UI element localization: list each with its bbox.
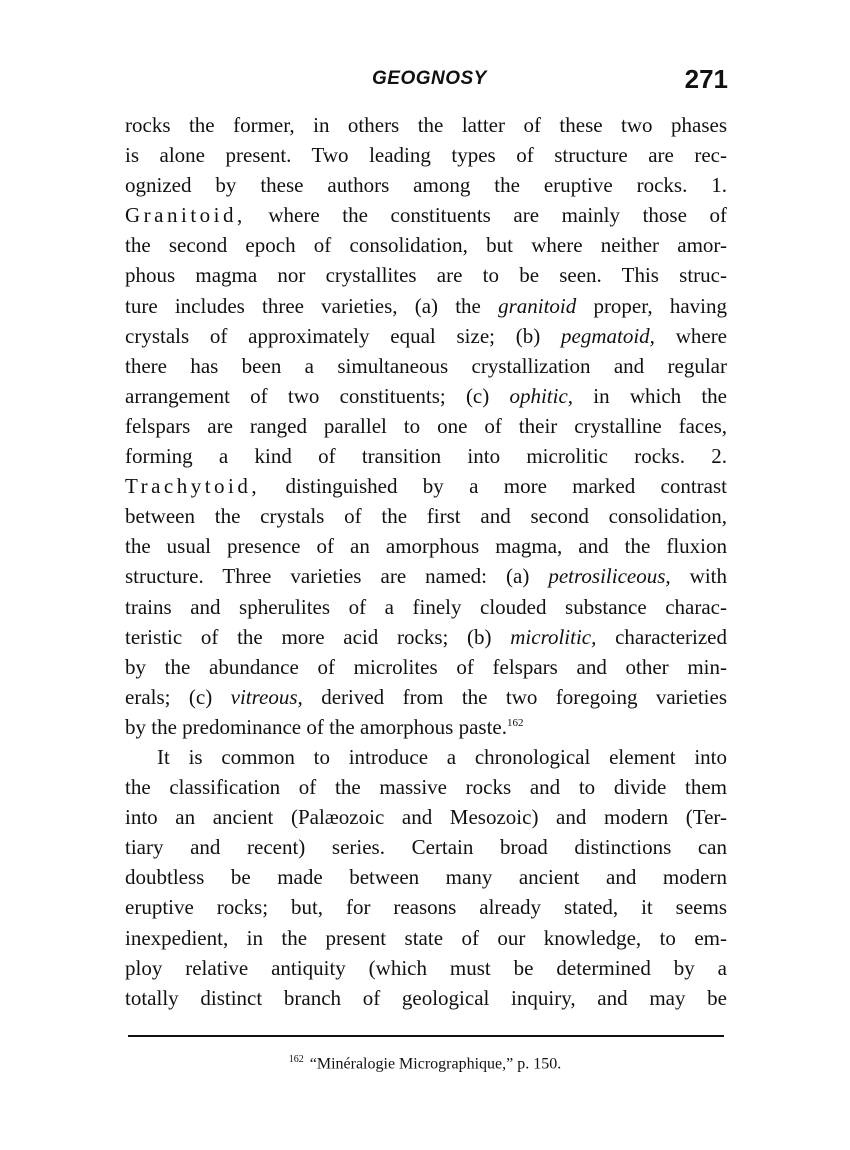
text-segment: with [689,564,728,589]
text-segment: erals; (c) [125,684,213,709]
text-line: the classification of the massive rocks and to divide them [125,775,727,800]
text-line [125,682,727,712]
text-segment: where [675,323,728,348]
footnote-text: “Minéralogie Micrographique,” p. 150. [309,1055,562,1073]
text-segment: distinguished by a more marked contrast [285,474,728,499]
trachytoid-heading: Trachytoid, [125,474,261,499]
text-line: the second epoch of consolidation, but where neither amor- [125,233,727,258]
text-line [125,200,727,230]
italic-term-granitoid: granitoid [498,293,577,318]
text-line: into an ancient (Palæozoic and Mesozoic) and modern (Ter- [125,805,727,830]
text-line: forming a kind of transition into microlitic rocks. 2. [125,444,727,469]
text-segment: arrangement of two constituents; (c) [125,383,490,408]
text-segment: crystals of approximately equal size; (b) [125,323,541,348]
text-line: inexpedient, in the present state of our knowledge, to em- [125,925,727,950]
text-line [125,321,727,351]
text-segment: in which the [593,383,728,408]
italic-term-petrosiliceous: petrosiliceous, [548,564,671,589]
text-line: is alone present. Two leading types of structure are rec- [125,143,727,168]
footnote-divider [128,1035,724,1037]
text-line: doubtless be made between many ancient and modern [125,865,727,890]
text-line: eruptive rocks; but, for reasons already stated, it seems [125,895,727,920]
text-line [125,712,727,742]
text-line [125,471,727,501]
text-line: tiary and recent) series. Certain broad distinctions can [125,835,727,860]
body-text [125,110,727,1013]
text-segment: characterized [615,624,727,649]
text-line [125,561,727,591]
text-line [125,291,727,321]
footnote-marker: 162 [288,1054,304,1065]
text-line: trains and spherulites of a finely clouded substance charac- [125,594,727,619]
text-line: there has been a simultaneous crystallization and regular [125,353,727,378]
text-line: rocks the former, in others the latter of these two phases [125,113,727,137]
text-line: totally distinct branch of geological inquiry, and may be [125,985,727,1010]
running-title: GEOGNOSY [372,68,487,89]
text-line: by the abundance of microlites of felspars and other min- [125,654,727,679]
italic-term-pegmatoid: pegmatoid, [561,323,655,348]
page-number: 271 [684,64,728,94]
footnote-reference: 162 [506,716,524,729]
text-segment: teristic of the more acid rocks; (b) [125,624,492,649]
text-segment: by the predominance of the amorphous paste. [125,714,507,739]
text-line [125,622,727,652]
text-segment: derived from the two foregoing varieties [321,684,727,709]
text-line: ognized by these authors among the eruptive rocks. 1. [125,173,727,198]
text-line: between the crystals of the first and second consolidation, [125,504,727,529]
text-line: phous magma nor crystallites are to be seen. This struc- [125,263,727,288]
text-segment: proper, having [593,293,727,318]
text-line: felspars are ranged parallel to one of their crystalline faces, [125,413,727,438]
italic-term-vitreous: vitreous, [230,684,303,709]
text-segment: structure. Three varieties are named: (a) [125,564,530,589]
text-segment: where the constituents are mainly those of [268,203,728,228]
text-line: It is common to introduce a chronological element into [157,744,727,769]
granitoid-heading: Granitoid, [125,203,246,228]
footnote [0,1054,850,1073]
text-line: the usual presence of an amorphous magma, and the fluxion [125,534,727,559]
text-line: ploy relative antiquity (which must be determined by a [125,955,727,980]
running-head [0,64,850,98]
text-segment: ture includes three varieties, (a) the [125,293,481,318]
text-line [125,381,727,411]
italic-term-ophitic: ophitic, [509,383,574,408]
italic-term-microlitic: microlitic, [510,624,597,649]
